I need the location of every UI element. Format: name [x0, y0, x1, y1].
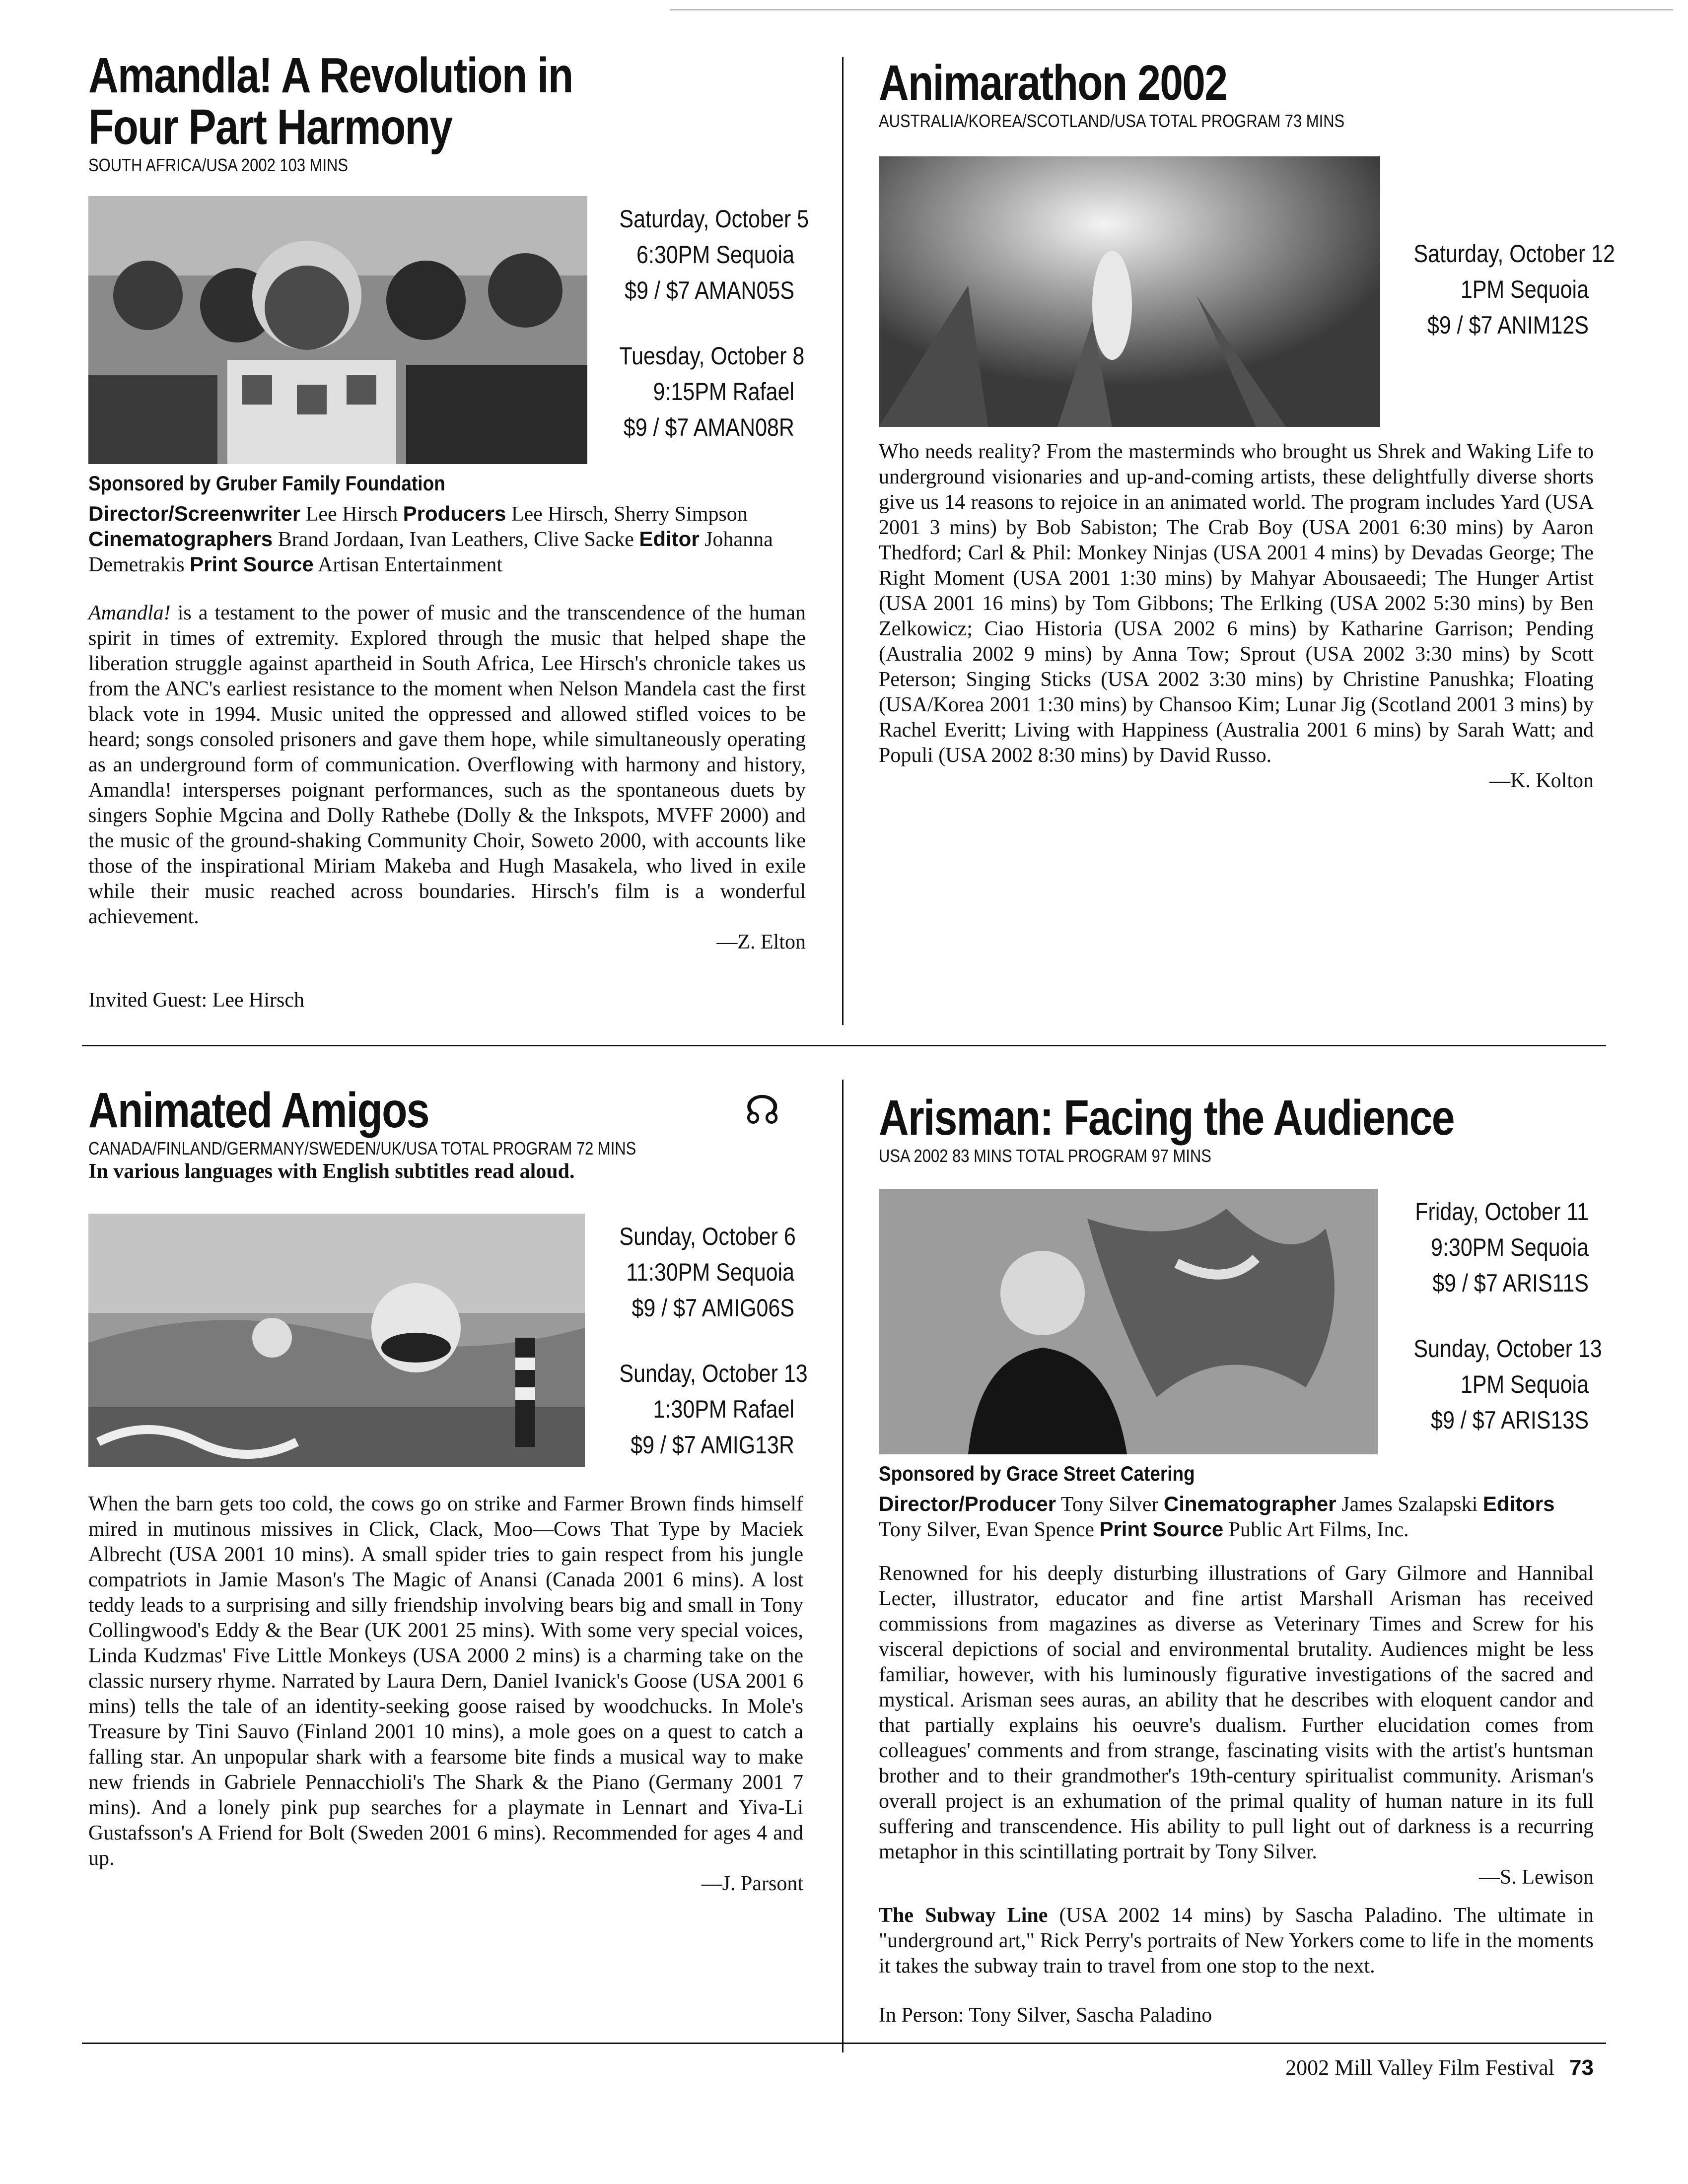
screening-2 [1413, 1331, 1602, 1438]
credit-role: Cinematographers [88, 527, 273, 550]
page-footer [1285, 2055, 1594, 2080]
screening-price: $9 / $7 AMAN08R [623, 413, 794, 441]
screening-date: Tuesday, October 8 [619, 342, 805, 370]
row-divider [82, 1045, 1606, 1046]
film-still-animated-amigos [88, 1214, 585, 1467]
screening-date: Sunday, October 6 [619, 1223, 796, 1250]
credits-amandla [88, 501, 806, 577]
film-title: Animarathon 2002 [879, 55, 1227, 111]
screening-2 [619, 338, 805, 445]
sponsor-line: Sponsored by Grace Street Catering [879, 1462, 1195, 1485]
film-meta: USA 2002 83 MINS TOTAL PROGRAM 97 MINS [879, 1146, 1211, 1166]
credit-names: Tony Silver [1060, 1493, 1159, 1516]
screening-schedule-animarathon [1385, 236, 1615, 373]
column-divider-top [842, 57, 844, 1025]
screening-price: $9 / $7 ARIS13S [1431, 1406, 1589, 1434]
credit-names: James Szalapski [1341, 1493, 1478, 1516]
publication-name: 2002 Mill Valley Film Festival [1285, 2055, 1555, 2080]
credit-role: Editors [1482, 1492, 1555, 1515]
credit-role: Cinematographer [1163, 1492, 1336, 1515]
sponsor-line: Sponsored by Gruber Family Foundation [88, 472, 445, 495]
short-film-text: (USA 2002 14 mins) by Sascha Paladino. The ultimate in "underground art," Rick Perry's portraits of New Yorkers come to life in the moments it takes the subway train to travel from one stop to the next. [879, 1904, 1594, 1978]
credit-role: Producers [403, 502, 506, 525]
entry-arisman [879, 1092, 1599, 1166]
screening-date: Saturday, October 5 [619, 205, 809, 233]
screening-schedule-amigos [591, 1219, 808, 1493]
entry-animarathon [879, 57, 1599, 132]
film-title-line2: Four Part Harmony [88, 99, 452, 155]
screening-date: Sunday, October 13 [1413, 1335, 1602, 1363]
still-illustration [879, 156, 1380, 427]
film-still-animarathon [879, 156, 1380, 427]
credits-arisman [879, 1492, 1594, 1542]
bottom-rule [82, 2043, 1606, 2044]
screening-price: $9 / $7 ARIS11S [1432, 1269, 1589, 1297]
reviewer-byline: —J. Parsont [701, 1872, 803, 1895]
film-still-arisman [879, 1189, 1378, 1454]
film-meta: SOUTH AFRICA/USA 2002 103 MINS [88, 155, 349, 175]
credit-names: Lee Hirsch, Sherry Simpson [511, 503, 748, 526]
synopsis-text: When the barn gets too cold, the cows go on strike and Farmer Brown finds himself mired in mutinous missives in Click, Clack, Moo—Cows That Type by Maciek Albrecht (USA 2001 10 mins). A small spider tries to gain respect from his jungle compatriots in Jamie Mason's The Magic of Anansi (Canada 2001 6 mins). A lost teddy leads to a surprising and silly friendship involving bears big and small in Tony Collingwood's Eddy & the Bear (UK 2001 25 mins). With some very special voices, Linda Kudzmas' Five Little Monkeys (USA 2000 2 mins) is a charming take on the classic nursery rhyme. Narrated by Laura Dern, Daniel Ivanick's Goose (USA 2001 6 mins) tells the tale of an identity-seeking goose raised by woodchucks. In Mole's Treasure by Tini Sauvo (Finland 2001 10 mins), a mole goes on a quest to catch a falling star. An unpopular shark with a fearsome bite finds a musical way to make new friends in Gabriele Pennacchioli's The Shark & the Piano (Germany 2001 7 mins). And a lonely pink pup searches for a playmate in Lennart and Yiva-Li Gustafsson's A Friend for Bolt (Sweden 2001 6 mins). Recommended for ages 4 and up. [88, 1493, 803, 1870]
column-divider-bottom [842, 1080, 844, 2052]
screening-date: Friday, October 11 [1415, 1198, 1589, 1226]
screening-1 [619, 201, 809, 308]
screening-price: $9 / $7 AMAN05S [625, 276, 794, 304]
film-title: Amandla! A Revolution in [88, 48, 573, 103]
credit-names: Artisan Entertainment [318, 553, 503, 576]
screening-time: 1PM Sequoia [1460, 275, 1589, 303]
screening-2 [619, 1356, 808, 1463]
credit-role: Print Source [1099, 1517, 1224, 1541]
screening-1 [1413, 1194, 1589, 1301]
screening-time: 11:30PM Sequoia [626, 1258, 794, 1286]
screening-schedule-arisman [1385, 1194, 1602, 1468]
credit-names: Lee Hirsch [305, 503, 398, 526]
screening-date: Sunday, October 13 [619, 1360, 808, 1387]
credit-role: Director/Producer [879, 1492, 1056, 1515]
still-illustration [879, 1189, 1378, 1454]
credit-names: Brand Jordaan, Ivan Leathers, Clive Sacke [278, 528, 634, 551]
credit-role: Director/Screenwriter [88, 502, 301, 525]
entry-animated-amigos [88, 1085, 808, 1183]
screening-time: 1PM Sequoia [1460, 1370, 1589, 1398]
film-meta: AUSTRALIA/KOREA/SCOTLAND/USA TOTAL PROGRAM 73 MINS [879, 111, 1345, 131]
synopsis-text: Who needs reality? From the masterminds who brought us Shrek and Waking Life to underground visionaries and up-and-coming artists, these delightfully diverse shorts give us 14 reasons to rejoice in an animated world. The program includes Yard (USA 2001 3 mins) by Bob Sabiston; The Crab Boy (USA 2001 6:30 mins) by Aaron Thedford; Carl & Phil: Monkey Ninjas (USA 2001 4 mins) by Devadas George; The Right Moment (USA 2001 1:30 mins) by Mahyar Abousaeedi; The Hunger Artist (USA 2001 16 mins) by Tom Gibbons; The Erlking (USA 2002 5:30 mins) by Ben Zelkowicz; Ciao Historia (USA 2002 6 mins) by Katharine Garrison; Pending (Australia 2002 9 mins) by Anna Tow; Sprout (USA 2002 3:30 mins) by Scott Peterson; Singing Sticks (USA 2002 3:30 mins) by Christine Panushka; Floating (USA/Korea 2001 1:30 mins) by Chansoo Kim; Lunar Jig (Scotland 2001 3 mins) by Rachel Everitt; Living with Happiness (Australia 2001 6 mins) by Sarah Watt; and Populi (USA 2002 8:30 mins) by David Russo. [879, 440, 1594, 767]
credit-role: Print Source [190, 552, 314, 576]
credit-names: Public Art Films, Inc. [1228, 1518, 1409, 1541]
screening-time: 6:30PM Sequoia [636, 241, 794, 269]
film-still-amandla [88, 196, 587, 464]
reviewer-byline: —S. Lewison [1479, 1866, 1594, 1889]
audio-description-icon: ☊ [745, 1087, 780, 1133]
page-number: 73 [1569, 2055, 1594, 2080]
synopsis-amandla [88, 601, 806, 955]
synopsis-film-title: Amandla! [88, 602, 171, 624]
entry-amandla [88, 50, 808, 176]
still-illustration [88, 1214, 585, 1467]
short-film-title: The Subway Line [879, 1904, 1048, 1927]
synopsis-arisman [879, 1561, 1594, 1979]
synopsis-text: Renowned for his deeply disturbing illustrations of Gary Gilmore and Hannibal Lecter, illustrator, educator and fine artist Marshall Arisman has received commissions from magazines as diverse as Veterinary Times and Screw for his visceral depictions of social and environmental brutality. Audiences might be less familiar, however, with his luminously figurative investigations of the sacred and mystical. Arisman sees auras, an ability that he describes with eloquent candor and that partially explains his oeuvre's dualism. Further elucidation comes from colleagues' comments and from strange, fascinating visits with the artist's huntsman brother and to their grandmother's 19th-century spiritualist community. Arisman's overall project is an exhumation of the primal quality of human nature in its full suffering and transcendence. His ability to pull light out of darkness is a recurring metaphor in this scintillating portrait by Tony Silver. [879, 1562, 1594, 1863]
screening-1 [619, 1219, 794, 1326]
reviewer-byline: —Z. Elton [716, 931, 806, 954]
film-title: Animated Amigos [88, 1083, 429, 1138]
reviewer-byline: —K. Kolton [1489, 769, 1594, 792]
screening-time: 9:30PM Sequoia [1431, 1233, 1589, 1261]
language-note: In various languages with English subtitles read aloud. [88, 1160, 575, 1183]
screening-price: $9 / $7 AMIG13R [631, 1431, 794, 1459]
credit-names: Tony Silver, Evan Spence [879, 1518, 1094, 1541]
still-illustration [88, 196, 587, 464]
synopsis-animarathon [879, 439, 1594, 794]
screening-time: 9:15PM Rafael [653, 378, 794, 406]
screening-price: $9 / $7 ANIM12S [1427, 311, 1589, 339]
screening-schedule-amandla [591, 201, 809, 475]
screening-date: Saturday, October 12 [1413, 240, 1615, 268]
screening-price: $9 / $7 AMIG06S [632, 1294, 794, 1322]
film-title: Arisman: Facing the Audience [879, 1090, 1454, 1146]
screening-time: 1:30PM Rafael [653, 1395, 794, 1423]
film-meta: CANADA/FINLAND/GERMANY/SWEDEN/UK/USA TOTAL PROGRAM 72 MINS [88, 1138, 636, 1159]
synopsis-amigos [88, 1492, 803, 1897]
in-person-guests: In Person: Tony Silver, Sascha Paladino [879, 2004, 1212, 2027]
invited-guest: Invited Guest: Lee Hirsch [88, 989, 305, 1012]
synopsis-text: is a testament to the power of music and the transcendence of the human spirit in times of extremity. Explored through the music that helped shape the liberation struggle against apartheid in South Africa, Lee Hirsch's chronicle takes us from the ANC's earliest resistance to the moment when Nelson Mandela cast the first black vote in 1994. Music united the oppressed and allowed stifled voices to be heard; songs consoled prisoners and gave them hope, while simultaneously operating as an underground form of communication. Overflowing with harmony and history, Amandla! intersperses poignant performances, such as the spontaneous duets by singers Sophie Mgcina and Dolly Rathebe (Dolly & the Inkspots, MVFF 2000) and the music of the ground-shaking Community Choir, Soweto 2000, with accounts like those of the inspirational Miriam Makeba and Hugh Masakela, who lived in exile while their music reached across boundaries. Hirsch's film is a wonderful achievement. [88, 602, 806, 928]
top-rule [670, 9, 1673, 10]
credit-role: Editor [639, 527, 700, 550]
screening-1 [1413, 236, 1615, 343]
credit-names: Johanna Demetrakis [88, 528, 773, 576]
